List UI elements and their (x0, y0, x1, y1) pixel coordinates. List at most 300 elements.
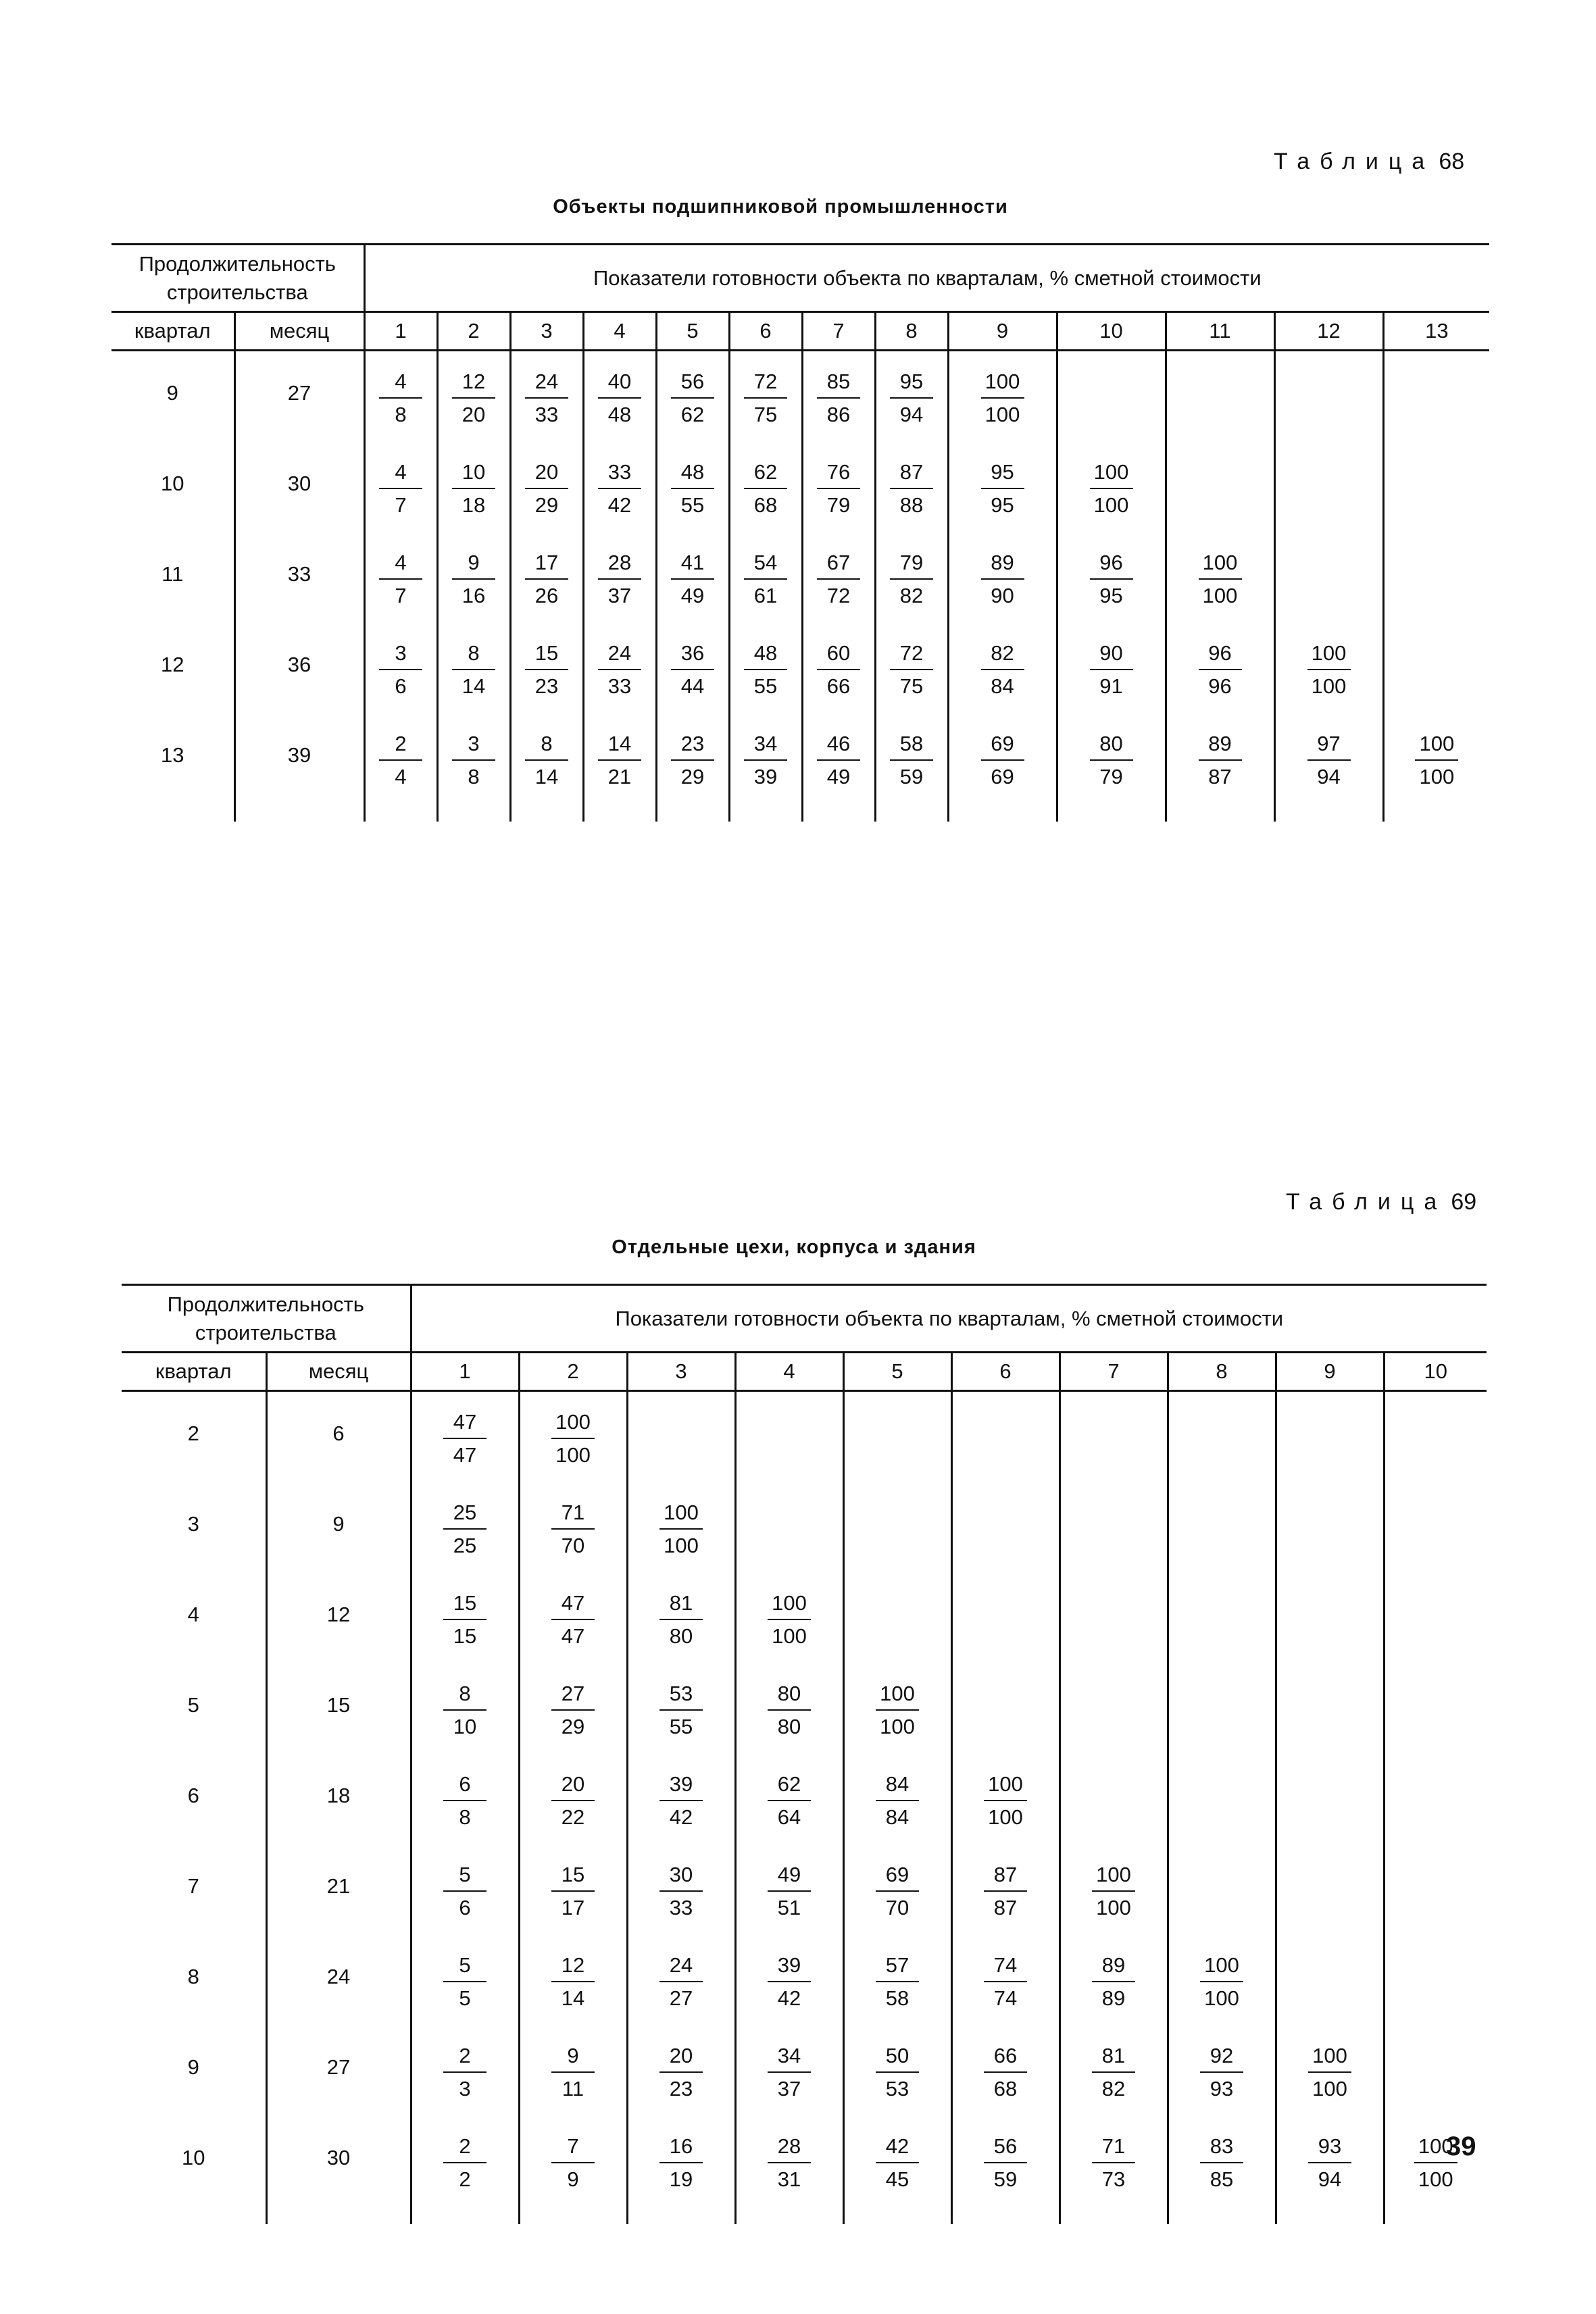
empty-cell (1276, 1681, 1384, 1771)
fraction-denominator: 10 (453, 1715, 477, 1738)
fraction-numerator: 100 (876, 1681, 919, 1711)
empty-cell (1168, 1681, 1276, 1771)
fraction-denominator: 100 (1202, 584, 1238, 607)
fraction-numerator: 39 (768, 1953, 811, 1982)
quarter-column-header: 8 (1168, 1353, 1276, 1391)
readiness-fraction (817, 640, 860, 699)
readiness-fraction (817, 369, 860, 428)
fraction-numerator: 56 (984, 2134, 1027, 2163)
fraction-numerator: 4 (379, 459, 422, 489)
readiness-cell (583, 459, 656, 550)
fraction-denominator: 4 (395, 765, 407, 788)
fraction-numerator: 15 (525, 640, 568, 670)
readiness-cell (510, 550, 583, 640)
readiness-cell (1168, 1953, 1276, 2043)
fraction-numerator: 8 (443, 1681, 487, 1711)
fraction-denominator: 14 (561, 1986, 585, 2010)
fraction-denominator: 80 (669, 1624, 693, 1648)
row-quarter: 12 (161, 653, 184, 676)
readiness-cell (411, 1681, 519, 1771)
fraction-numerator: 87 (890, 459, 933, 489)
readiness-fraction (1199, 550, 1242, 609)
fraction-denominator: 14 (462, 674, 486, 698)
readiness-fraction (379, 640, 422, 699)
fraction-denominator: 95 (991, 493, 1014, 517)
fraction-denominator: 29 (680, 765, 705, 788)
row-month: 12 (266, 1590, 411, 1681)
duration-header: Продолжительность строительства (111, 245, 364, 312)
fraction-denominator: 93 (1210, 2077, 1234, 2101)
readiness-cell (519, 2043, 627, 2134)
fraction-numerator: 72 (890, 640, 933, 670)
table-row (111, 640, 1489, 731)
quarter-column-header: 1 (364, 312, 437, 351)
fraction-denominator: 37 (777, 2077, 801, 2101)
readiness-cell (951, 2134, 1059, 2224)
fraction-numerator: 100 (1092, 1862, 1135, 1892)
readiness-fraction (981, 459, 1024, 518)
fraction-numerator: 100 (551, 1409, 595, 1439)
fraction-numerator: 8 (525, 731, 568, 761)
readiness-fraction (981, 550, 1024, 609)
fraction-numerator: 24 (659, 1953, 703, 1982)
fraction-denominator: 95 (1099, 584, 1123, 607)
readiness-fraction (1092, 2043, 1135, 2102)
fraction-denominator: 33 (607, 674, 632, 698)
quarter-column-header: 10 (1057, 312, 1166, 351)
readiness-cell (627, 1771, 735, 1862)
fraction-numerator: 33 (598, 459, 641, 489)
fraction-numerator: 46 (817, 731, 860, 761)
fraction-numerator: 10 (452, 459, 495, 489)
fraction-numerator: 30 (659, 1862, 703, 1892)
fraction-denominator: 66 (826, 674, 851, 698)
readiness-fraction (817, 550, 860, 609)
readiness-fraction (981, 369, 1024, 428)
readiness-fraction (890, 369, 933, 428)
readiness-cell (843, 2134, 951, 2224)
fraction-denominator: 64 (777, 1805, 801, 1829)
fraction-numerator: 15 (551, 1862, 595, 1892)
readiness-cell (735, 2043, 843, 2134)
fraction-denominator: 29 (534, 493, 559, 517)
quarter-column-header: 11 (1166, 312, 1274, 351)
readiness-fraction (744, 369, 787, 428)
readiness-fraction (1199, 640, 1242, 699)
readiness-cell (1383, 731, 1489, 822)
row-month: 24 (266, 1953, 411, 2043)
readiness-cell (437, 550, 510, 640)
readiness-cell (656, 640, 729, 731)
readiness-cell (948, 369, 1057, 459)
fraction-denominator: 15 (453, 1624, 477, 1648)
table-69-label (1286, 1189, 1476, 1215)
fraction-numerator: 84 (876, 1771, 919, 1801)
fraction-numerator: 89 (1199, 731, 1242, 761)
readiness-fraction (551, 2043, 595, 2102)
fraction-numerator: 89 (981, 550, 1024, 580)
readiness-cell (875, 550, 948, 640)
header-row (122, 1285, 1487, 1353)
fraction-numerator: 6 (443, 1771, 487, 1801)
readiness-cell (583, 731, 656, 822)
fraction-denominator: 88 (899, 493, 924, 517)
readiness-fraction (1200, 2043, 1243, 2102)
readiness-fraction (876, 1771, 919, 1830)
fraction-denominator: 22 (561, 1805, 585, 1829)
row-quarter: 9 (166, 381, 178, 405)
fraction-denominator: 16 (462, 584, 486, 607)
fraction-numerator: 79 (890, 550, 933, 580)
readiness-cell (802, 459, 875, 550)
table-68-number: 68 (1439, 149, 1465, 174)
fraction-denominator: 39 (753, 765, 778, 788)
readiness-fraction (876, 1953, 919, 2011)
fraction-numerator: 27 (551, 1681, 595, 1711)
readiness-cell (1276, 2134, 1384, 2224)
fraction-denominator: 18 (462, 493, 486, 517)
readiness-cell (843, 1681, 951, 1771)
empty-cell (1383, 369, 1489, 459)
fraction-numerator: 100 (768, 1590, 811, 1620)
readiness-fraction (1090, 731, 1133, 790)
quarter-column-header: 9 (948, 312, 1057, 351)
row-month: 27 (234, 369, 364, 459)
fraction-denominator: 100 (1096, 1896, 1131, 1919)
readiness-cell (729, 640, 802, 731)
readiness-fraction (984, 2134, 1027, 2192)
readiness-cell (729, 369, 802, 459)
fraction-denominator: 44 (680, 674, 705, 698)
fraction-numerator: 97 (1307, 731, 1351, 761)
table-68-caption: Объекты подшипниковой промышленности (553, 196, 1008, 218)
readiness-cell (510, 369, 583, 459)
quarter-column-header: 3 (510, 312, 583, 351)
readiness-fraction (379, 369, 422, 428)
readiness-cell (843, 2043, 951, 2134)
empty-cell (1168, 1771, 1276, 1862)
readiness-fraction (1090, 640, 1133, 699)
fraction-denominator: 62 (680, 403, 705, 426)
quarter-column-header: 9 (1276, 1353, 1384, 1391)
fraction-denominator: 20 (462, 403, 486, 426)
empty-cell (1384, 1409, 1487, 1500)
readiness-cell (519, 1771, 627, 1862)
spacer-row (122, 1391, 1487, 1410)
fraction-numerator: 80 (768, 1681, 811, 1711)
fraction-denominator: 94 (1318, 2167, 1342, 2191)
readiness-fraction (817, 731, 860, 790)
readiness-cell (510, 640, 583, 731)
readiness-fraction (598, 459, 641, 518)
fraction-denominator: 51 (777, 1896, 801, 1919)
fraction-denominator: 42 (607, 493, 632, 517)
readiness-fraction (659, 1681, 703, 1740)
fraction-numerator: 81 (1092, 2043, 1135, 2073)
fraction-denominator: 73 (1101, 2167, 1126, 2191)
readiness-cell (1057, 550, 1166, 640)
fraction-denominator: 82 (1101, 2077, 1126, 2101)
table-row (122, 1409, 1487, 1500)
fraction-denominator: 42 (777, 1986, 801, 2010)
fraction-numerator: 20 (659, 2043, 703, 2073)
readiness-fraction (452, 550, 495, 609)
readiness-fraction (551, 1409, 595, 1468)
readiness-fraction (981, 731, 1024, 790)
fraction-denominator: 42 (669, 1805, 693, 1829)
fraction-denominator: 6 (459, 1896, 471, 1919)
fraction-numerator: 96 (1090, 550, 1133, 580)
readiness-cell (948, 459, 1057, 550)
fraction-denominator: 11 (562, 2077, 584, 2101)
fraction-denominator: 100 (1312, 2077, 1347, 2101)
readiness-fraction (443, 2134, 487, 2192)
readiness-cell (1166, 731, 1274, 822)
row-quarter: 8 (187, 1965, 199, 1988)
readiness-cell (1059, 1862, 1168, 1953)
quarter-column-header: 7 (802, 312, 875, 351)
readiness-fraction (659, 1500, 703, 1559)
empty-cell (1383, 459, 1489, 550)
readiness-cell (802, 640, 875, 731)
fraction-numerator: 34 (744, 731, 787, 761)
readiness-cell (1168, 2043, 1276, 2134)
readiness-fraction (817, 459, 860, 518)
fraction-numerator: 47 (443, 1409, 487, 1439)
readiness-fraction (1415, 731, 1458, 790)
fraction-denominator: 7 (395, 493, 407, 517)
table-69-number: 69 (1451, 1189, 1477, 1215)
readiness-fraction (1092, 1862, 1135, 1921)
readiness-cell (519, 1500, 627, 1590)
readiness-cell (729, 550, 802, 640)
fraction-denominator: 17 (561, 1896, 585, 1919)
readiness-fraction (876, 1681, 919, 1740)
fraction-numerator: 2 (379, 731, 422, 761)
empty-cell (1059, 1681, 1168, 1771)
fraction-numerator: 53 (659, 1681, 703, 1711)
empty-cell (627, 1409, 735, 1500)
fraction-denominator: 3 (459, 2077, 471, 2101)
fraction-denominator: 68 (753, 493, 778, 517)
readiness-cell (843, 1953, 951, 2043)
empty-cell (1059, 1590, 1168, 1681)
fraction-numerator: 69 (876, 1862, 919, 1892)
readiness-cell (519, 1953, 627, 2043)
readiness-cell (735, 1590, 843, 1681)
readiness-fraction (768, 1681, 811, 1740)
fraction-denominator: 69 (991, 765, 1014, 788)
row-month: 33 (234, 550, 364, 640)
quarter-column-header: 13 (1383, 312, 1489, 351)
fraction-denominator: 29 (561, 1715, 585, 1738)
fraction-numerator: 69 (981, 731, 1024, 761)
fraction-numerator: 2 (443, 2134, 487, 2163)
fraction-numerator: 57 (876, 1953, 919, 1982)
fraction-denominator: 100 (984, 403, 1020, 426)
table-68 (111, 243, 1489, 822)
col-month-header: месяц (266, 1353, 411, 1391)
row-quarter: 3 (187, 1512, 199, 1536)
fraction-denominator: 75 (753, 403, 778, 426)
fraction-numerator: 9 (551, 2043, 595, 2073)
fraction-numerator: 100 (1307, 640, 1351, 670)
fraction-numerator: 5 (443, 1862, 487, 1892)
empty-cell (1274, 459, 1383, 550)
readiness-fraction (1090, 459, 1133, 518)
readiness-cell (656, 369, 729, 459)
fraction-denominator: 82 (899, 584, 924, 607)
fraction-numerator: 48 (744, 640, 787, 670)
quarter-column-header: 12 (1274, 312, 1383, 351)
readiness-cell (1057, 731, 1166, 822)
empty-cell (1166, 459, 1274, 550)
row-quarter: 10 (182, 2146, 205, 2169)
empty-cell (1384, 1500, 1487, 1590)
fraction-numerator: 96 (1199, 640, 1242, 670)
row-quarter: 9 (187, 2055, 199, 2079)
table-row (111, 731, 1489, 822)
empty-cell (1276, 1953, 1384, 2043)
readiness-fraction (876, 2043, 919, 2102)
readiness-fraction (744, 550, 787, 609)
fraction-denominator: 33 (534, 403, 559, 426)
fraction-numerator: 3 (379, 640, 422, 670)
readiness-fraction (443, 1590, 487, 1649)
fraction-denominator: 85 (1210, 2167, 1234, 2191)
readiness-cell (437, 731, 510, 822)
readiness-fraction (659, 1953, 703, 2011)
page-number: 39 (1446, 2132, 1476, 2161)
readiness-cell (411, 1862, 519, 1953)
readiness-fraction (598, 731, 641, 790)
fraction-denominator: 45 (885, 2167, 909, 2191)
fraction-denominator: 100 (555, 1443, 591, 1467)
quarter-column-header: 1 (411, 1353, 519, 1391)
quarter-column-header: 6 (951, 1353, 1059, 1391)
empty-cell (843, 1409, 951, 1500)
fraction-numerator: 40 (598, 369, 641, 399)
empty-cell (1274, 369, 1383, 459)
empty-cell (1276, 1409, 1384, 1500)
readiness-cell (729, 731, 802, 822)
readiness-cell (656, 550, 729, 640)
readiness-fraction (981, 640, 1024, 699)
readiness-cell (510, 459, 583, 550)
readiness-cell (627, 1862, 735, 1953)
fraction-numerator: 7 (551, 2134, 595, 2163)
readiness-fraction (525, 459, 568, 518)
readiness-fraction (659, 1771, 703, 1830)
fraction-denominator: 58 (885, 1986, 909, 2010)
fraction-denominator: 90 (991, 584, 1014, 607)
readiness-cell (364, 550, 437, 640)
empty-cell (951, 1409, 1059, 1500)
fraction-numerator: 100 (659, 1500, 703, 1530)
readiness-cell (411, 1590, 519, 1681)
table-row (111, 369, 1489, 459)
quarter-column-header: 7 (1059, 1353, 1168, 1391)
fraction-denominator: 5 (459, 1986, 471, 2010)
readiness-fraction (443, 1953, 487, 2011)
row-month: 30 (266, 2134, 411, 2224)
empty-cell (1276, 1590, 1384, 1681)
fraction-numerator: 72 (744, 369, 787, 399)
readiness-fraction (671, 550, 714, 609)
fraction-numerator: 20 (551, 1771, 595, 1801)
readiness-cell (951, 1953, 1059, 2043)
row-quarter: 5 (187, 1693, 199, 1717)
empty-cell (843, 1590, 951, 1681)
empty-cell (1383, 640, 1489, 731)
readiness-fraction (379, 459, 422, 518)
readiness-fraction (1200, 1953, 1243, 2011)
fraction-denominator: 100 (1419, 765, 1455, 788)
fraction-denominator: 7 (395, 584, 407, 607)
fraction-denominator: 59 (993, 2167, 1018, 2191)
fraction-numerator: 80 (1090, 731, 1133, 761)
quarter-column-header: 5 (843, 1353, 951, 1391)
fraction-numerator: 47 (551, 1590, 595, 1620)
readiness-fraction (452, 640, 495, 699)
empty-cell (1168, 1862, 1276, 1953)
fraction-numerator: 89 (1092, 1953, 1135, 1982)
readiness-cell (627, 1953, 735, 2043)
fraction-denominator: 55 (753, 674, 778, 698)
fraction-numerator: 8 (452, 640, 495, 670)
fraction-denominator: 9 (567, 2167, 579, 2191)
fraction-denominator: 19 (669, 2167, 693, 2191)
fraction-numerator: 41 (671, 550, 714, 580)
fraction-numerator: 95 (981, 459, 1024, 489)
table-row (111, 459, 1489, 550)
empty-cell (951, 1590, 1059, 1681)
fraction-numerator: 67 (817, 550, 860, 580)
empty-cell (735, 1500, 843, 1590)
readiness-cell (735, 1771, 843, 1862)
readiness-fraction (452, 369, 495, 428)
fraction-denominator: 23 (534, 674, 559, 698)
fraction-numerator: 87 (984, 1862, 1027, 1892)
fraction-denominator: 21 (607, 765, 632, 788)
readiness-cell (627, 1500, 735, 1590)
readiness-fraction (1308, 2043, 1351, 2102)
readiness-fraction (984, 1953, 1027, 2011)
fraction-denominator: 79 (826, 493, 851, 517)
empty-cell (1384, 1862, 1487, 1953)
table-69 (122, 1284, 1487, 2224)
row-month: 9 (266, 1500, 411, 1590)
fraction-numerator: 95 (890, 369, 933, 399)
fraction-numerator: 83 (1200, 2134, 1243, 2163)
col-quarter-header: квартал (122, 1353, 266, 1391)
readiness-cell (1276, 2043, 1384, 2134)
readiness-header: Показатели готовности объекта по кварталам, % сметной стоимости (411, 1285, 1487, 1353)
fraction-numerator: 23 (671, 731, 714, 761)
readiness-fraction (551, 2134, 595, 2192)
readiness-cell (437, 459, 510, 550)
fraction-numerator: 17 (525, 550, 568, 580)
readiness-cell (1274, 640, 1383, 731)
fraction-numerator: 25 (443, 1500, 487, 1530)
readiness-cell (1166, 640, 1274, 731)
fraction-numerator: 14 (598, 731, 641, 761)
fraction-numerator: 56 (671, 369, 714, 399)
fraction-denominator: 100 (1093, 493, 1129, 517)
readiness-fraction (379, 550, 422, 609)
col-quarter-header: квартал (111, 312, 234, 351)
row-quarter: 6 (187, 1784, 199, 1807)
